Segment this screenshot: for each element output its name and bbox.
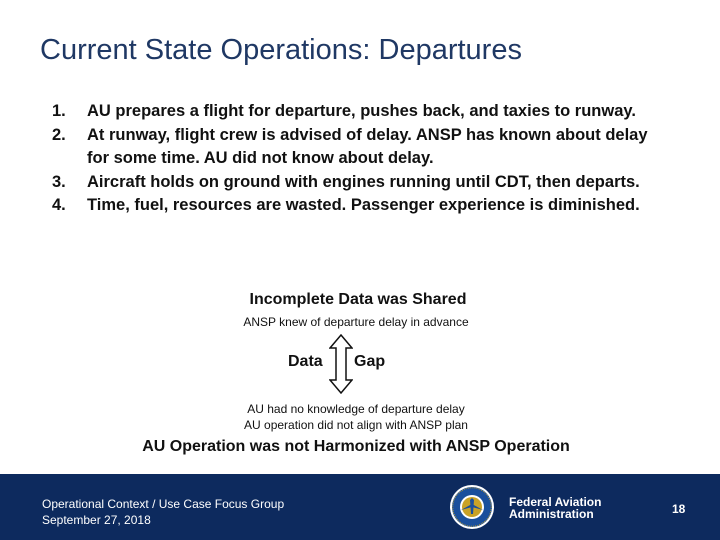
faa-name-line2: Administration: [509, 507, 594, 521]
list-item: [52, 171, 672, 195]
list-item: [52, 194, 672, 218]
slide-title: Current State Operations: Departures: [40, 34, 522, 66]
step-text: At runway, flight crew is advised of delay. ANSP has known about delay for some time. AU did not know about delay.: [87, 125, 648, 167]
au-note: AU operation did not align with ANSP plan: [244, 418, 468, 432]
footer-event: Operational Context / Use Case Focus Group: [42, 497, 285, 511]
step-number: 3.: [52, 172, 66, 191]
au-notes: [176, 401, 536, 433]
gap-label: Gap: [354, 353, 386, 370]
faa-seal-icon: [449, 484, 495, 530]
steps-list: [52, 100, 672, 218]
data-label: Data: [288, 353, 323, 370]
step-text: AU prepares a flight for departure, pushes back, and taxies to runway.: [87, 102, 636, 120]
footer-bar: [0, 474, 720, 540]
step-text: Aircraft holds on ground with engines running until CDT, then departs.: [87, 172, 640, 191]
footer-event-info: [42, 496, 284, 528]
faa-name-line1: Federal Aviation: [509, 495, 602, 509]
list-item: [52, 100, 672, 124]
step-number: 4.: [52, 196, 66, 214]
subheading: Incomplete Data was Shared: [249, 291, 467, 308]
step-text: Time, fuel, resources are wasted. Passenger experience is diminished.: [87, 196, 640, 214]
conclusion-statement: AU Operation was not Harmonized with ANSP Operation: [142, 438, 570, 455]
double-arrow-icon: [329, 334, 353, 394]
step-number: 2.: [52, 125, 66, 144]
au-note: AU had no knowledge of departure delay: [247, 402, 465, 416]
ansp-note: ANSP knew of departure delay in advance: [243, 315, 469, 329]
page-number: 18: [672, 502, 686, 516]
faa-name: [509, 496, 601, 520]
footer-date: September 27, 2018: [42, 513, 151, 527]
list-item: [52, 124, 672, 171]
step-number: 1.: [52, 102, 66, 120]
